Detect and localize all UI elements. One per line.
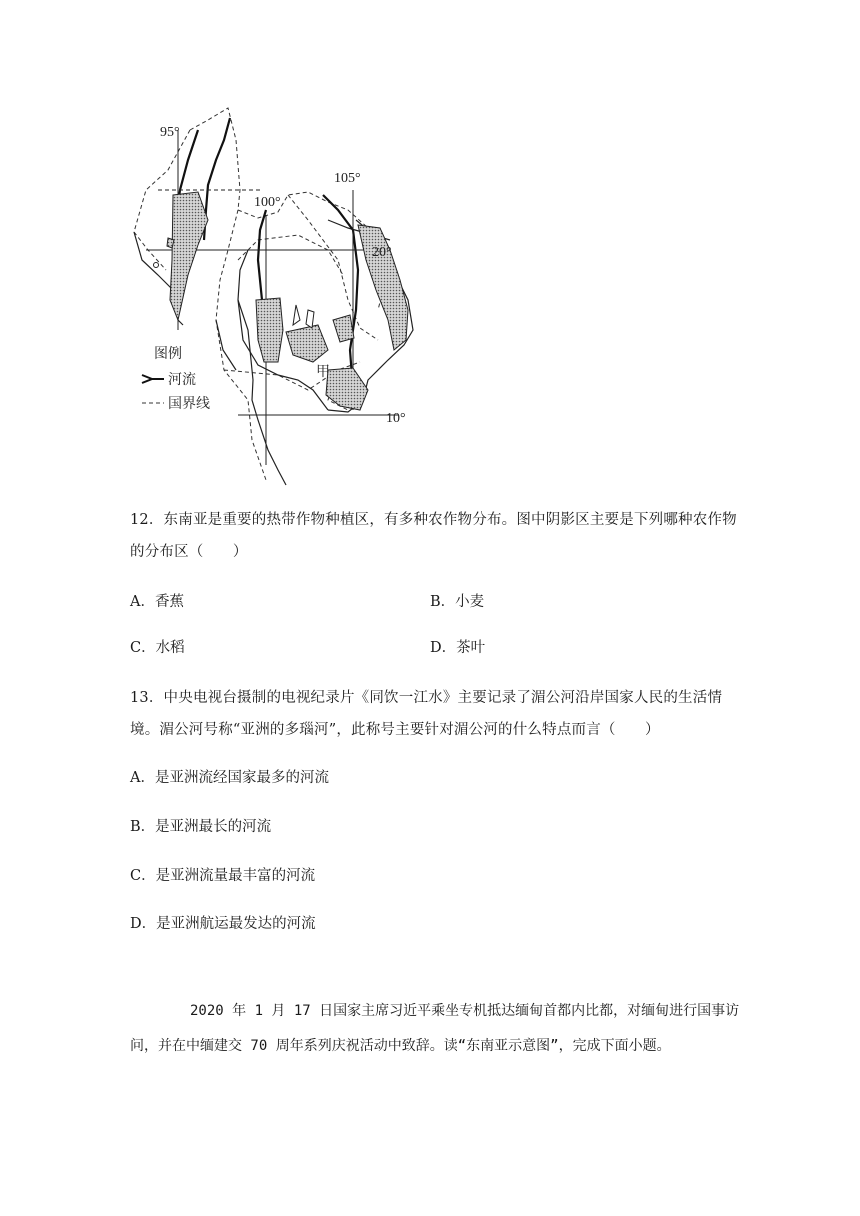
label-jia: 甲 [316,364,330,380]
southeast-asia-map [128,100,428,490]
question-12: 12．东南亚是重要的热带作物种植区，有多种农作物分布。图中阴影区主要是下列哪种农作物的分布区（ ） [130,512,737,560]
legend [142,346,210,412]
label-95: 95° [160,125,180,140]
legend-river: 河流 [168,372,196,388]
map-svg [128,100,428,490]
question-13: 13．中央电视台摄制的电视纪录片《同饮一江水》主要记录了湄公河沿岸国家人民的生活情境。湄公河号称“亚洲的多瑙河”，此称号主要针对湄公河的什么特点而言（ ） [130,690,723,738]
reading-passage: 2020 年 1 月 17 日国家主席习近平乘坐专机抵达缅甸首都内比都，对缅甸进行国事访问，并在中缅建交 70 周年系列庆祝活动中致辞。读“东南亚示意图”，完成下面小题。 [130,1003,740,1054]
river-legend-icon [142,375,164,383]
q13-option-d[interactable]: D．是亚洲航运最发达的河流 [130,916,316,932]
legend-border: 国界线 [168,396,210,412]
q12-option-b[interactable]: B．小麦 [430,594,485,610]
label-105: 105° [334,171,361,186]
label-20: 20° [372,245,392,260]
q12-option-a[interactable]: A．香蕉 [130,594,184,610]
q12-option-d[interactable]: D．茶叶 [430,640,486,656]
q13-option-a[interactable]: A．是亚洲流经国家最多的河流 [130,770,329,786]
q12-option-c[interactable]: C．水稻 [130,640,185,656]
q13-option-c[interactable]: C．是亚洲流量最丰富的河流 [130,868,316,884]
label-100: 100° [254,195,281,210]
label-10: 10° [386,411,406,426]
legend-title: 图例 [154,346,182,362]
q13-option-b[interactable]: B．是亚洲最长的河流 [130,819,272,835]
